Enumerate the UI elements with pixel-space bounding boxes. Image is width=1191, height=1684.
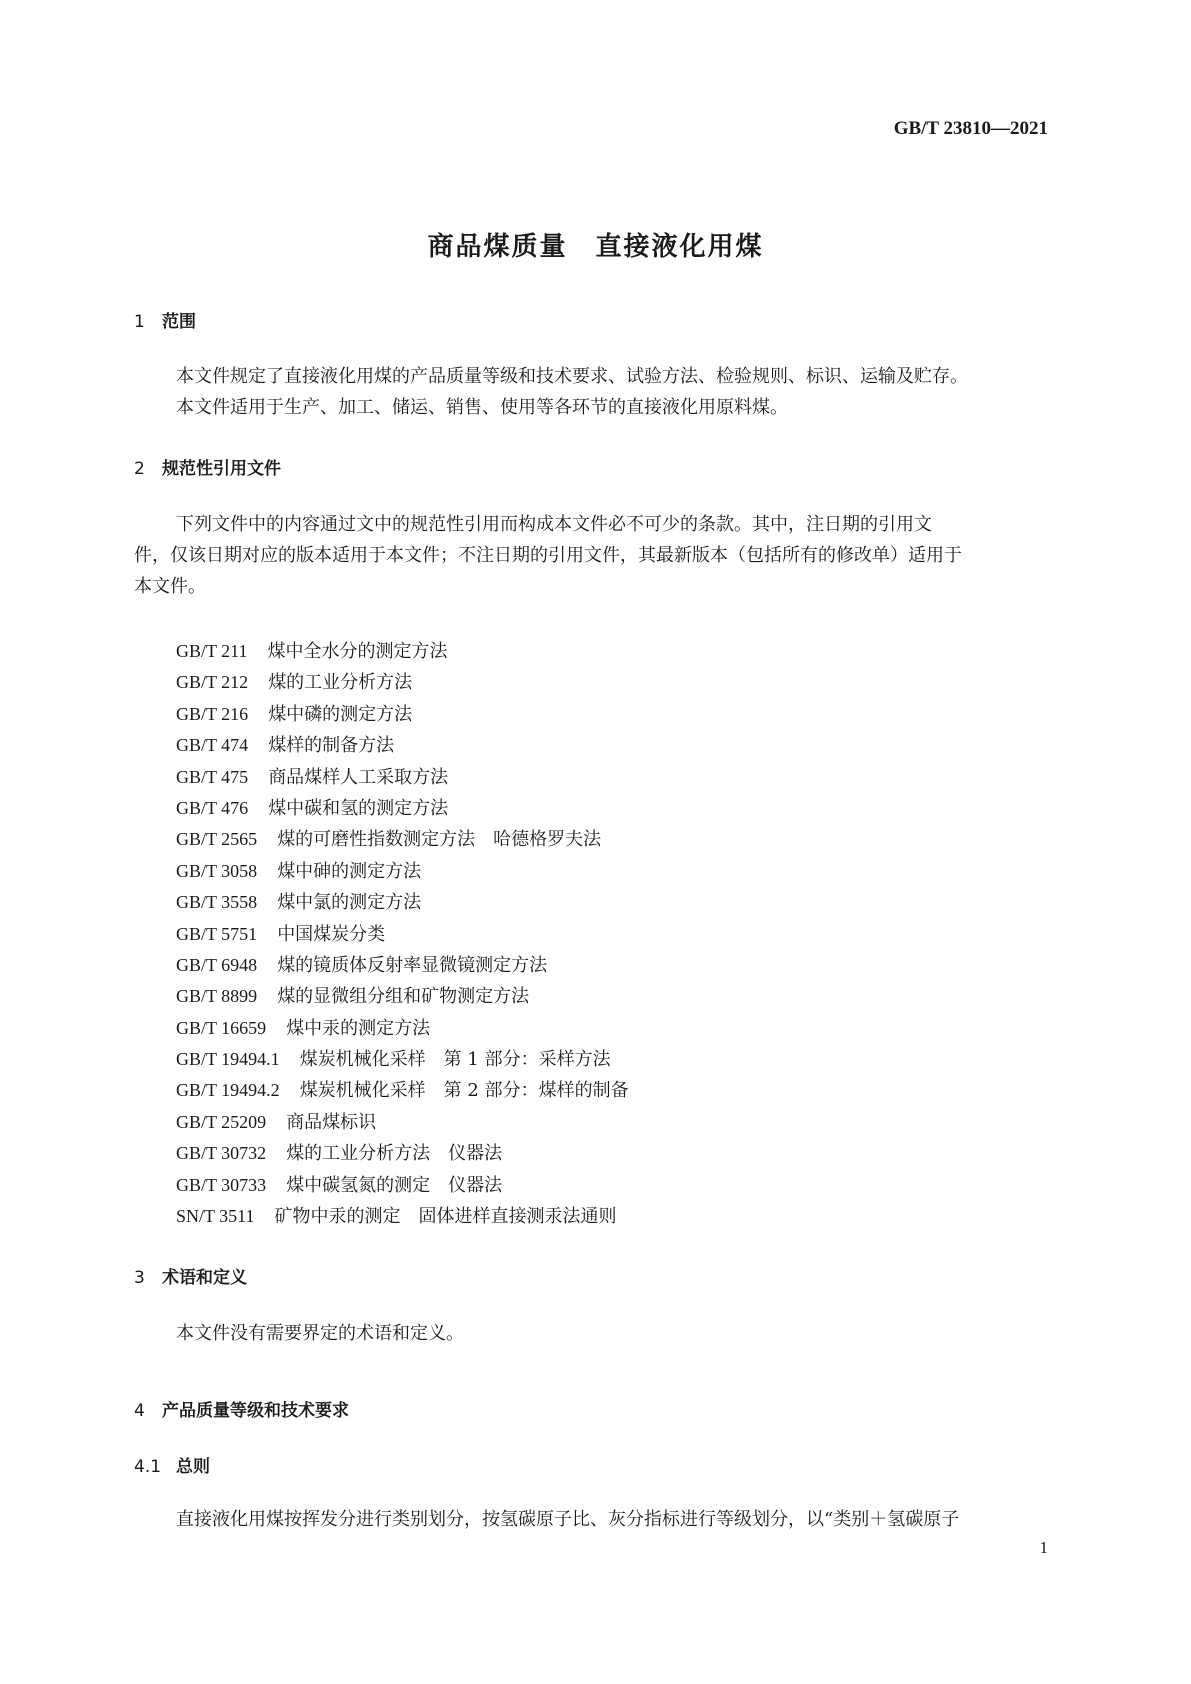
reference-item [176, 1138, 629, 1169]
section-2-heading [134, 454, 281, 479]
reference-item [176, 950, 629, 981]
reference-code: GB/T 30733 [176, 1174, 267, 1195]
paragraph: 本文件没有需要界定的术语和定义。 [176, 1323, 464, 1344]
reference-item [176, 730, 629, 761]
reference-code: GB/T 475 [176, 766, 249, 787]
reference-item [176, 824, 629, 855]
paragraph-line: 本文件。 [134, 576, 206, 597]
section-number: 1 [134, 312, 145, 332]
reference-title: 煤炭机械化采样 第 1 部分：采样方法 [299, 1049, 611, 1071]
reference-code: GB/T 8899 [176, 986, 258, 1007]
reference-item [176, 1107, 629, 1138]
reference-item [176, 793, 629, 824]
paragraph-line: 件，仅该日期对应的版本适用于本文件；不注日期的引用文件，其最新版本（包括所有的修改单）适用于 [134, 545, 962, 566]
reference-title: 煤中碳和氢的测定方法 [268, 797, 449, 819]
subsection-number: 4.1 [134, 1457, 162, 1477]
reference-item [176, 636, 629, 667]
subsection-4-1-body [134, 1504, 1056, 1535]
section-title: 术语和定义 [162, 1268, 247, 1288]
reference-item [176, 1075, 629, 1106]
reference-item [176, 1044, 629, 1075]
reference-item [176, 1013, 629, 1044]
reference-title: 煤中氯的测定方法 [277, 892, 422, 914]
reference-item [176, 887, 629, 918]
section-number: 4 [134, 1401, 145, 1421]
reference-title: 煤的可磨性指数测定方法 哈德格罗夫法 [277, 829, 602, 851]
reference-title: 煤炭机械化采样 第 2 部分：煤样的制备 [299, 1080, 629, 1102]
reference-title: 煤的显微组分组和矿物测定方法 [277, 986, 530, 1008]
reference-list [176, 636, 629, 1232]
section-number: 2 [134, 459, 145, 479]
reference-title: 矿物中汞的测定 固体进样直接测汞法通则 [274, 1206, 617, 1228]
subsection-title: 总则 [176, 1457, 210, 1477]
reference-code: GB/T 5751 [176, 923, 258, 944]
reference-item [176, 1170, 629, 1201]
reference-title: 煤中碳氢氮的测定 仪器法 [286, 1174, 503, 1196]
section-2-intro [134, 509, 1056, 602]
paragraph-line: 下列文件中的内容通过文中的规范性引用而构成本文件必不可少的条款。其中，注日期的引用文 [176, 514, 932, 535]
reference-code: GB/T 2565 [176, 829, 258, 850]
reference-code: GB/T 16659 [176, 1017, 267, 1038]
section-3-body [134, 1318, 1056, 1349]
section-title: 产品质量等级和技术要求 [162, 1401, 349, 1421]
paragraph: 直接液化用煤按挥发分进行类别划分，按氢碳原子比、灰分指标进行等级划分，以“类别＋氢碳原子 [176, 1509, 960, 1530]
reference-code: GB/T 212 [176, 672, 249, 693]
reference-code: GB/T 30732 [176, 1143, 267, 1164]
reference-title: 煤中磷的测定方法 [268, 703, 413, 725]
reference-title: 商品煤标识 [286, 1111, 377, 1133]
reference-code: GB/T 211 [176, 641, 248, 661]
page-title: 商品煤质量 直接液化用煤 [427, 232, 764, 262]
document-code: GB/T 23810—2021 [893, 118, 1048, 139]
reference-title: 煤中全水分的测定方法 [267, 641, 448, 662]
paragraph: 本文件适用于生产、加工、储运、销售、使用等各环节的直接液化用原料煤。 [176, 397, 788, 418]
reference-code: GB/T 25209 [176, 1111, 267, 1132]
reference-item [176, 856, 629, 887]
page-number: 1 [1039, 1538, 1048, 1557]
reference-item [176, 699, 629, 730]
reference-title: 煤中砷的测定方法 [277, 860, 422, 882]
section-number: 3 [134, 1268, 145, 1288]
section-4-heading [134, 1396, 349, 1421]
reference-code: GB/T 3558 [176, 892, 258, 913]
reference-title: 中国煤炭分类 [277, 923, 386, 945]
reference-code: GB/T 6948 [176, 954, 258, 975]
reference-item [176, 919, 629, 950]
reference-title: 煤的镜质体反射率显微镜测定方法 [277, 954, 548, 976]
reference-item [176, 762, 629, 793]
reference-title: 煤中汞的测定方法 [286, 1017, 431, 1039]
reference-title: 煤的工业分析方法 仪器法 [286, 1143, 503, 1165]
reference-item [176, 667, 629, 698]
section-3-heading [134, 1263, 247, 1288]
reference-title: 商品煤样人工采取方法 [268, 766, 449, 788]
reference-code: GB/T 19494.2 [176, 1080, 280, 1101]
reference-item [176, 1201, 629, 1232]
paragraph: 本文件规定了直接液化用煤的产品质量等级和技术要求、试验方法、检验规则、标识、运输及贮存。 [176, 366, 968, 387]
reference-title: 煤的工业分析方法 [268, 672, 413, 694]
reference-item [176, 981, 629, 1012]
section-1-body [134, 361, 1056, 423]
reference-code: SN/T 3511 [176, 1206, 255, 1227]
reference-code: GB/T 474 [176, 735, 249, 756]
reference-code: GB/T 19494.1 [176, 1049, 280, 1070]
reference-code: GB/T 476 [176, 797, 249, 818]
section-title: 范围 [162, 312, 196, 332]
reference-code: GB/T 216 [176, 703, 249, 724]
section-1-heading [134, 307, 196, 332]
reference-code: GB/T 3058 [176, 860, 258, 881]
subsection-4-1-heading [134, 1452, 210, 1477]
reference-title: 煤样的制备方法 [268, 735, 395, 757]
section-title: 规范性引用文件 [162, 459, 281, 479]
